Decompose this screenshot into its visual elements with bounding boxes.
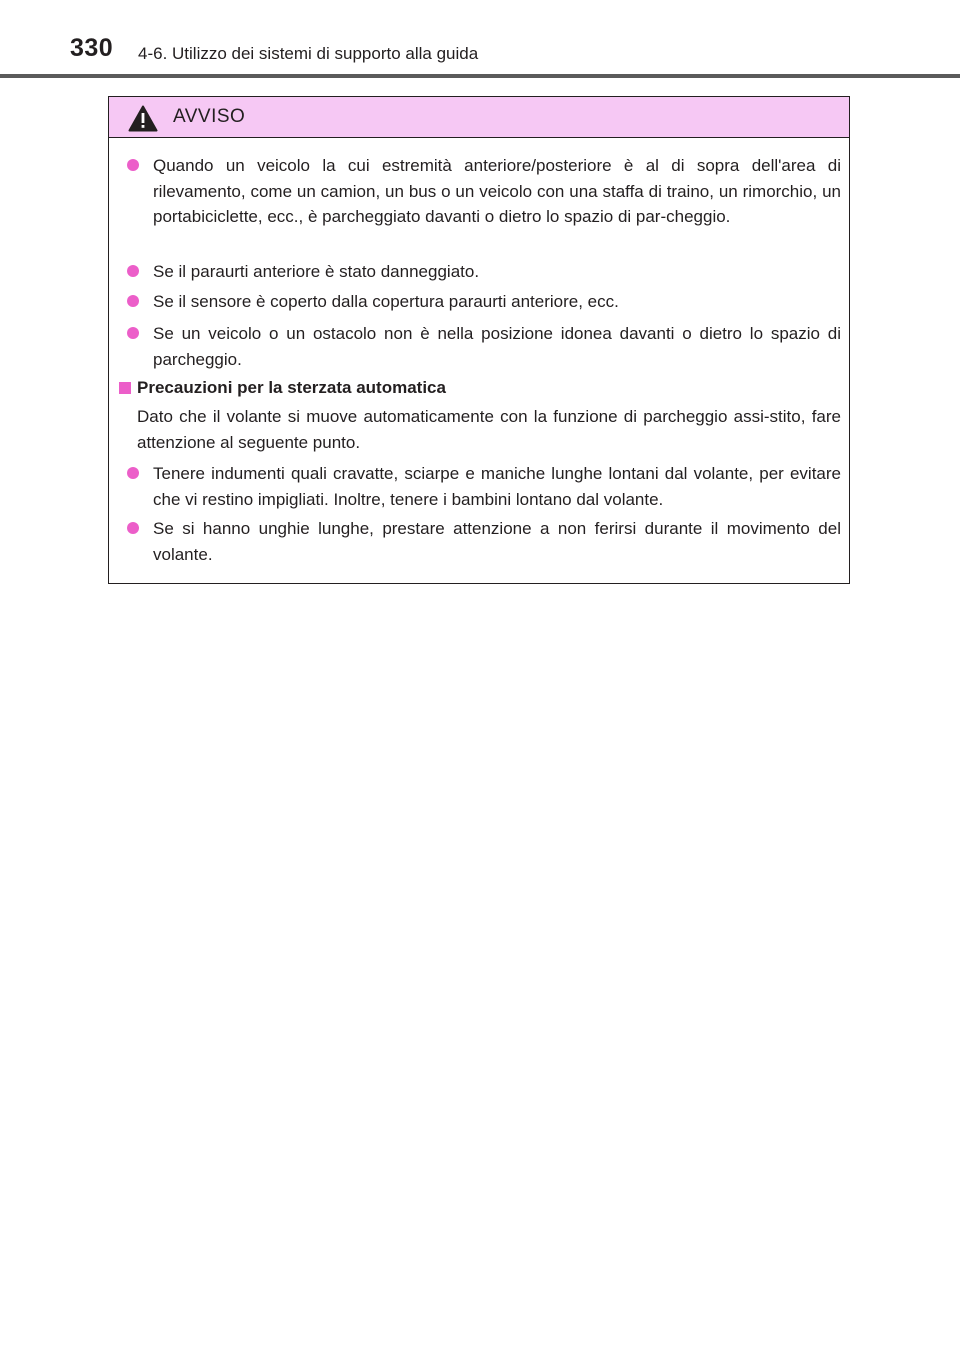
page-header — [0, 0, 960, 80]
section-title: 4-6. Utilizzo dei sistemi di supporto alla guida — [138, 44, 479, 63]
warning-bullet — [153, 516, 841, 567]
subsection-heading: Precauzioni per la sterzata automatica — [137, 378, 446, 397]
bullet-dot-icon — [127, 522, 139, 534]
bullet-dot-icon — [127, 467, 139, 479]
warning-bullet — [153, 321, 841, 372]
square-bullet-icon — [119, 382, 131, 394]
bullet-text: Se il paraurti anteriore è stato danneggiato. — [153, 262, 480, 281]
bullet-dot-icon — [127, 159, 139, 171]
bullet-dot-icon — [127, 265, 139, 277]
bullet-text: Se un veicolo o un ostacolo non è nella posizione idonea davanti o dietro lo spazio di parcheggio. — [153, 324, 841, 369]
warning-bullet — [153, 289, 841, 315]
bullet-dot-icon — [127, 327, 139, 339]
warning-bullet — [153, 153, 841, 230]
bullet-text: Quando un veicolo la cui estremità anteriore/posteriore è al di sopra dell'area di rilevamento, come un camion, un bus o un veicolo con una staffa di traino, un rimorchio, un portabiciclette, ecc., è parcheggiato davanti o dietro lo spazio di par-cheggio. — [153, 156, 841, 226]
bullet-text: Tenere indumenti quali cravatte, sciarpe e maniche lunghe lontani dal volante, per evitare che vi restino impigliati. Inoltre, tenere i bambini lontano dal volante. — [153, 464, 841, 509]
bullet-text: Se il sensore è coperto dalla copertura paraurti anteriore, ecc. — [153, 292, 619, 311]
warning-header — [109, 97, 849, 138]
bullet-text: Se si hanno unghie lunghe, prestare attenzione a non ferirsi durante il movimento del volante. — [153, 519, 841, 564]
warning-title: AVVISO — [173, 106, 246, 127]
warning-triangle-icon — [128, 105, 158, 132]
page-number: 330 — [70, 34, 114, 62]
subsection-paragraph: Dato che il volante si muove automaticamente con la funzione di parcheggio assi-stito, fare attenzione al seguente punto. — [137, 407, 841, 452]
warning-bullet — [153, 461, 841, 512]
warning-box — [108, 96, 850, 584]
header-divider — [0, 74, 960, 78]
bullet-dot-icon — [127, 295, 139, 307]
warning-bullet — [153, 259, 841, 285]
